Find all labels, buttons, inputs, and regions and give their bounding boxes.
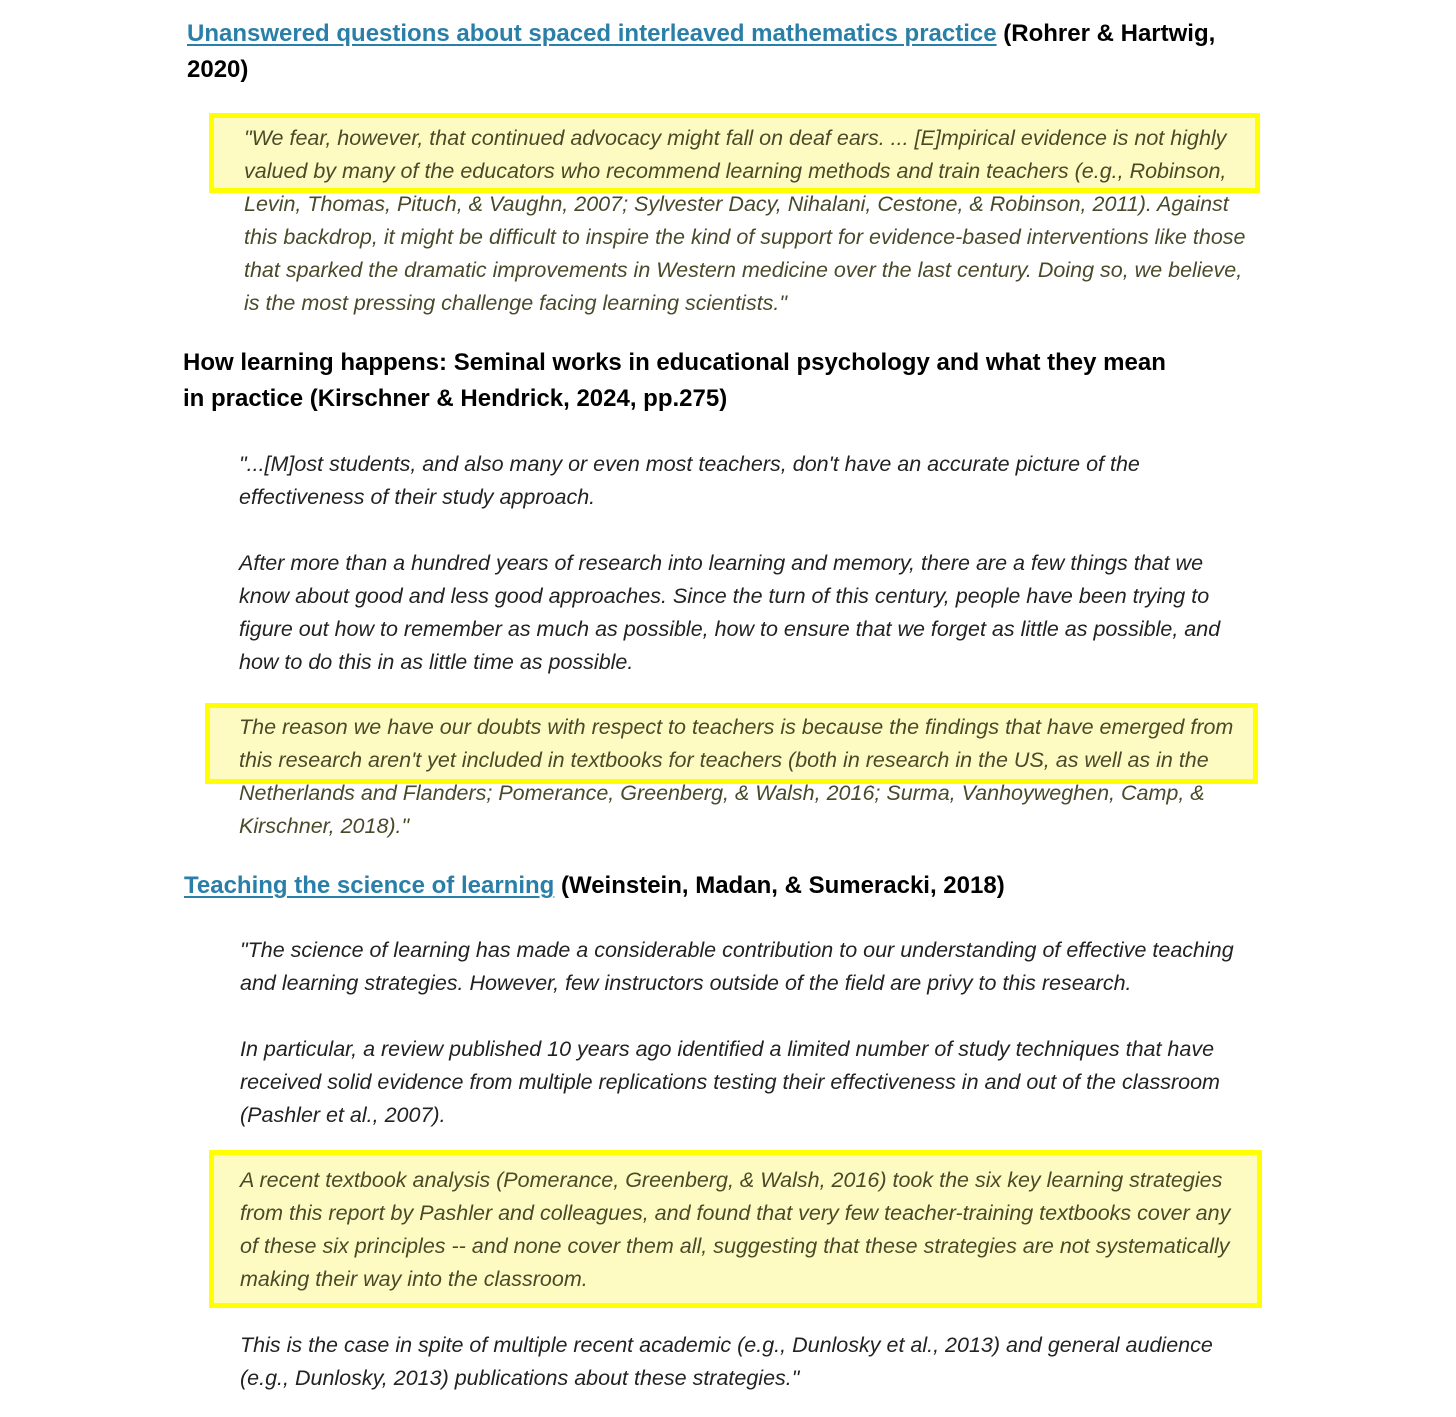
section2-paragraph-2: After more than a hundred years of research into learning and memory, there are a few things that we know about good and less good approaches. Since the turn of this century, people have been trying to figure out how to remember as much as possible, how to ensure that we forget as little as possible, and how to do this in as little time as possible. bbox=[239, 551, 1221, 674]
section2-paragraph-1: "...[M]ost students, and also many or even most teachers, don't have an accurate picture of the effectiveness of their study approach. bbox=[239, 452, 1140, 509]
section2-heading: How learning happens: Seminal works in educational psychology and what they mean in practice (Kirschner & Hendrick, 2024, pp.275) bbox=[183, 349, 1166, 412]
section3-paragraph-2: In particular, a review published 10 years ago identified a limited number of study techniques that have received solid evidence from multiple replications testing their effectiveness in and out of the classroom (Pashler et al., 2007). bbox=[240, 1037, 1220, 1127]
section1-quote: "We fear, however, that continued advocacy might fall on deaf ears. ... [E]mpirical evidence is not highly valued by many of the educators who recommend learning methods and train teachers (e.g., Robinson, Levin, Thomas, Pituch, & Vaughn, 2007; Sylvester Dacy, Nihalani, Cestone, & Robinson, 2011). Against this backdrop, it might be difficult to inspire the kind of support for evidence-based interventions like those that sparked the dramatic improvements in Western medicine over the last century. Doing so, we believe, is the most pressing challenge facing learning scientists." bbox=[244, 126, 1246, 315]
section3-citation: (Weinstein, Madan, & Sumeracki, 2018) bbox=[554, 872, 1005, 899]
section1-heading bbox=[187, 16, 1217, 88]
section3-paragraph-4: This is the case in spite of multiple recent academic (e.g., Dunlosky et al., 2013) and general audience (e.g., Dunlosky, 2013) publications about these strategies." bbox=[240, 1333, 1213, 1390]
section3-heading bbox=[184, 868, 1214, 904]
section1-link[interactable]: Unanswered questions about spaced interleaved mathematics practice bbox=[187, 20, 997, 47]
section1-citation: (Rohrer & Hartwig, 2020) bbox=[187, 20, 1216, 83]
section2-paragraph-3: The reason we have our doubts with respect to teachers is because the findings that have emerged from this research aren't yet included in textbooks for teachers (both in research in the US, as well as in the Netherlands and Flanders; Pomerance, Greenberg, & Walsh, 2016; Surma, Vanhoyweghen, Camp, & Kirschner, 2018)." bbox=[239, 715, 1234, 838]
section3-paragraph-1: "The science of learning has made a considerable contribution to our understanding of effective teaching and learning strategies. However, few instructors outside of the field are privy to this research. bbox=[240, 938, 1234, 995]
section3-paragraph-3: A recent textbook analysis (Pomerance, Greenberg, & Walsh, 2016) took the six key learning strategies from this report by Pashler and colleagues, and found that very few teacher-training textbooks cover any of these six principles -- and none cover them all, suggesting that these strategies are not systematically making their way into the classroom. bbox=[240, 1168, 1231, 1291]
section3-link[interactable]: Teaching the science of learning bbox=[184, 872, 555, 899]
